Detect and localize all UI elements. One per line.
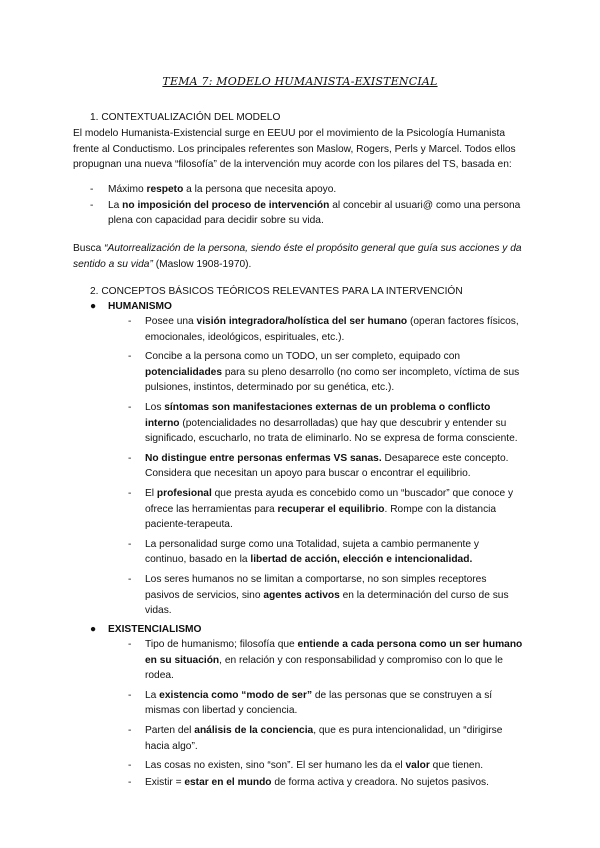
bullet-dot-icon: ● [90,624,97,635]
list-item: - Los síntomas son manifestaciones externas de un problema o conflicto interno (potencialidades no desarrolladas) que hay que descubrir y entender su significado, escucharlo, no trata de eliminarlo. No se expresa de forma consciente. [128,400,523,447]
section-1-heading: 1. CONTEXTUALIZACIÓN DEL MODELO [90,112,281,123]
list-item: - Existir = estar en el mundo de forma activa y creadora. No sujetos pasivos. [128,775,523,791]
section-1-intro: El modelo Humanista-Existencial surge en EEUU por el movimiento de la Psicología Humanista frente al Conductismo. Los principales referentes son Maslow, Rogers, Perls y Marcel. Todos ellos propugnan una nueva “filosofía” de la intervención muy acorde con los pilares del TS, basada en: [73,128,516,171]
page-title: TEMA 7: MODELO HUMANISTA-EXISTENCIAL [162,75,438,88]
list-item: - La existencia como “modo de ser” de las personas que se construyen a sí mismas con libertad y conciencia. [128,688,523,719]
list-item: - La no imposición del proceso de intervención al concebir al usuari@ como una persona plena con capacidad para decidir sobre su vida. [90,198,522,229]
list-item: - Concibe a la persona como un TODO, un ser completo, equipado con potencialidades para su pleno desarrollo (no como ser incompleto, víctima de sus pulsiones, instintos, determinado por su genética, etc.). [128,349,523,396]
list-item: - Parten del análisis de la conciencia, que es pura intencionalidad, un “dirigirse hacia algo”. [128,723,523,754]
list-item: - Tipo de humanismo; filosofía que entiende a cada persona como un ser humano en su situación, en relación y con responsabilidad y compromiso con lo que le rodea. [128,637,523,684]
list-item: - La personalidad surge como una Totalidad, sujeta a cambio permanente y continuo, basado en la libertad de acción, elección e intencionalidad. [128,537,523,568]
section-2-heading: 2. CONCEPTOS BÁSICOS TEÓRICOS RELEVANTES PARA LA INTERVENCIÓN [90,286,463,297]
list-item: - Posee una visión integradora/holística del ser humano (operan factores físicos, emocionales, ideológicos, espirituales, etc.). [128,314,523,345]
list-item: - Máximo respeto a la persona que necesita apoyo. [90,182,522,198]
section-1-bullet-list [90,182,522,229]
list-item: - No distingue entre personas enfermas VS sanas. Desaparece este concepto. Considera que necesitan un apoyo para buscar o encontrar el equilibrio. [128,451,523,482]
existencialismo-list [128,637,523,790]
maslow-quote: “Autorrealización de la persona, siendo éste el propósito general que guía sus acciones y da sentido a su vida” [73,243,522,270]
bullet-dot-icon: ● [90,301,97,312]
humanismo-list [128,314,523,619]
list-item: - Las cosas no existen, sino “son”. El ser humano les da el valor que tienen. [128,758,523,774]
list-item: - Los seres humanos no se limitan a comportarse, no son simples receptores pasivos de servicios, sino agentes activos en la determinación del curso de sus vidas. [128,572,523,619]
list-item: - El profesional que presta ayuda es concebido como un “buscador” que conoce y ofrece las herramientas para recuperar el equilibrio. Rompe con la distancia paciente-terapeuta. [128,486,523,533]
busca-quote-paragraph: Busca “Autorrealización de la persona, siendo éste el propósito general que guía sus acciones y da sentido a su vida” (Maslow 1908-1970). [73,243,522,270]
humanismo-heading: ● HUMANISMO [90,299,172,315]
existencialismo-heading: ● EXISTENCIALISMO [90,622,201,638]
